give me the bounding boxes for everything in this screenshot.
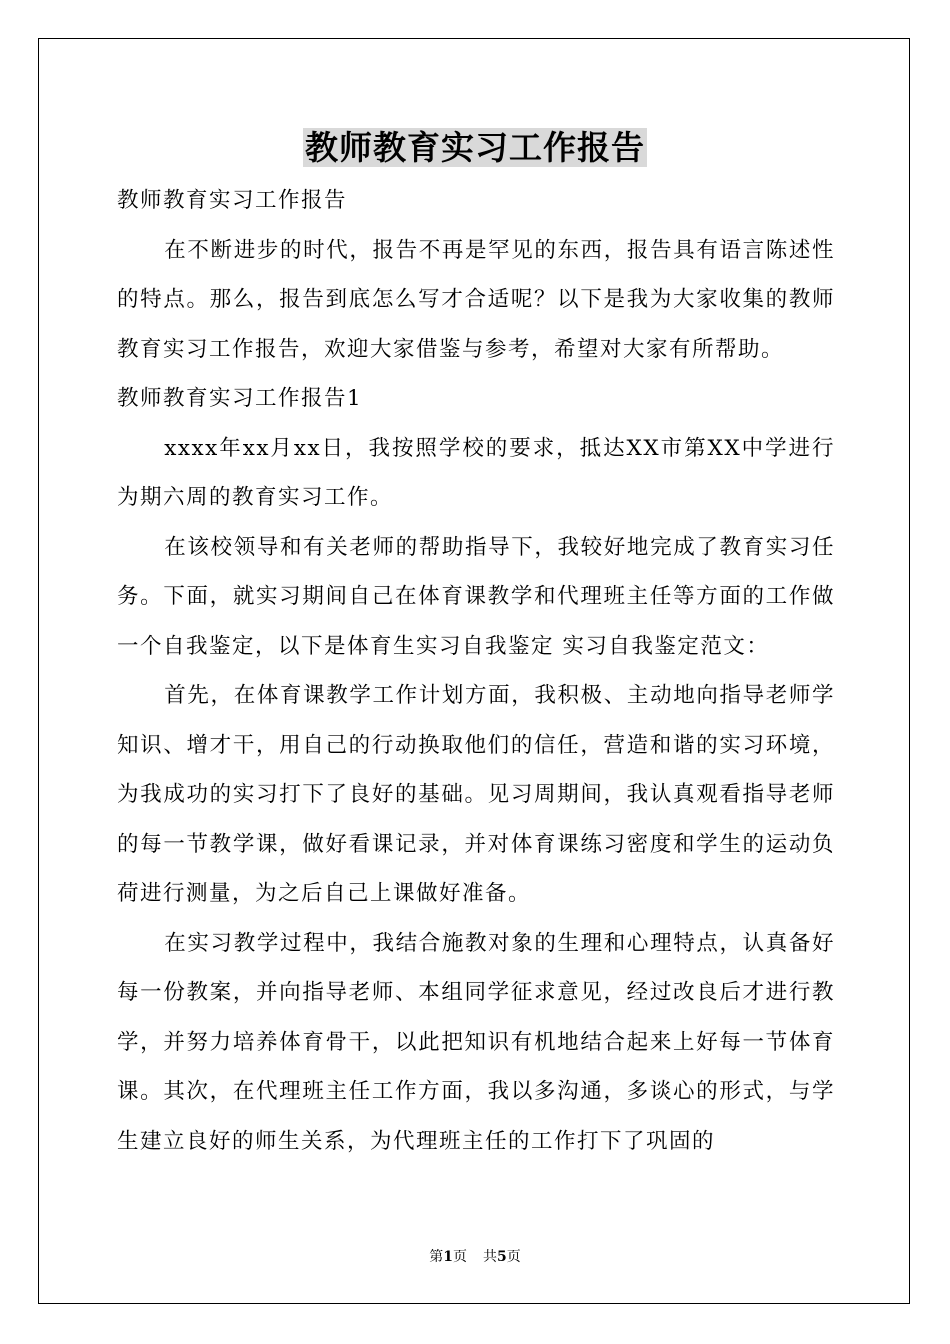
footer-total-pages: 5 <box>497 1249 507 1265</box>
document-title-text: 教师教育实习工作报告 <box>305 128 645 167</box>
footer-page-prefix: 第 <box>429 1249 444 1265</box>
footer-page-number: 1 <box>443 1249 453 1265</box>
paragraph-0: 教师教育实习工作报告 <box>117 188 348 213</box>
document-body <box>117 176 835 1166</box>
footer-page-suffix: 页 <box>453 1249 467 1265</box>
paragraph-6: 在实习教学过程中，我结合施教对象的生理和心理特点，认真备好每一份教案，并向指导老师、本组同学征求意见，经过改良后才进行教学，并努力培养体育骨干，以此把知识有机地结合起来上好每一节体育课。其次，在代理班主任工作方面，我以多沟通，多谈心的形式，与学生建立良好的师生关系，为代理班主任的工作打下了巩固的 <box>117 930 835 1154</box>
paragraph-5: 首先，在体育课教学工作计划方面，我积极、主动地向指导老师学知识、增才干，用自己的行动换取他们的信任，营造和谐的实习环境，为我成功的实习打下了良好的基础。见习周期间，我认真观看指导老师的每一节教学课，做好看课记录，并对体育课练习密度和学生的运动负荷进行测量，为之后自己上课做好准备。 <box>117 683 835 906</box>
document-title <box>0 127 950 169</box>
paragraph-4: 在该校领导和有关老师的帮助指导下，我较好地完成了教育实习任务。下面，就实习期间自己在体育课教学和代理班主任等方面的工作做一个自我鉴定，以下是体育生实习自我鉴定 实习自我鉴定范文： <box>117 534 835 659</box>
paragraph-1: 在不断进步的时代，报告不再是罕见的东西，报告具有语言陈述性的特点。那么，报告到底怎么写才合适呢？以下是我为大家收集的教师教育实习工作报告，欢迎大家借鉴与参考，希望对大家有所帮助。 <box>117 237 835 362</box>
paragraph-3: xxxx年xx月xx日，我按照学校的要求，抵达XX市第XX中学进行为期六周的教育实习工作。 <box>117 435 835 510</box>
footer-total-suffix: 页 <box>506 1249 521 1265</box>
footer-total-prefix: 共 <box>483 1249 497 1265</box>
paragraph-2: 教师教育实习工作报告1 <box>117 386 363 411</box>
page-footer <box>0 1247 950 1267</box>
